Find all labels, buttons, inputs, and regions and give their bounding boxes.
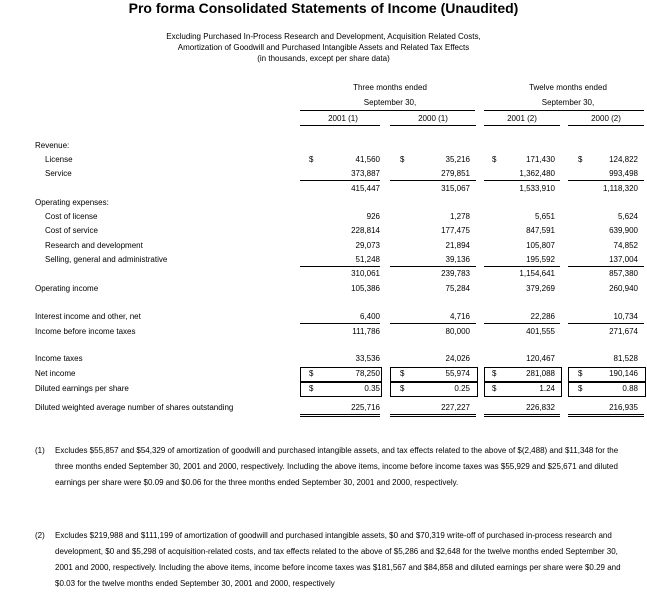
cell-interest-3: 22,286 — [530, 312, 555, 321]
cell-license-2: 35,216 — [445, 155, 470, 164]
row-label-cost-service: Cost of service — [45, 226, 98, 235]
row-label-interest: Interest income and other, net — [35, 312, 141, 321]
cell-op-income-2: 75,284 — [445, 284, 470, 293]
cell-sga-1: 51,248 — [355, 255, 380, 264]
col-header-4: 2000 (2) — [591, 114, 621, 123]
twelve-months-header: Twelve months ended — [529, 83, 607, 92]
cell-eps-1: 0.35 — [364, 384, 380, 393]
row-label-license: License — [45, 155, 73, 164]
cell-cost-service-4: 639,900 — [609, 226, 638, 235]
cell-cost-service-2: 177,475 — [441, 226, 470, 235]
cell-rnd-2: 21,894 — [445, 241, 470, 250]
dollar-sign: $ — [578, 384, 583, 393]
cell-cost-license-2: 1,278 — [449, 212, 470, 221]
cell-underline — [390, 180, 476, 181]
cell-interest-4: 10,734 — [613, 312, 638, 321]
cell-underline — [300, 180, 380, 181]
cell-sga-2: 39,136 — [445, 255, 470, 264]
cell-service-4: 993,498 — [609, 169, 638, 178]
cell-shares-2: 227,227 — [441, 403, 470, 412]
cell-eps-3: 1.24 — [539, 384, 555, 393]
subtitle-line-2: Amortization of Goodwill and Purchased Intangible Assets and Related Tax Effects — [177, 43, 470, 52]
cell-license-1: 41,560 — [355, 155, 380, 164]
cell-total-opex-1: 310,061 — [351, 269, 380, 278]
cell-pretax-1: 111,786 — [352, 327, 380, 336]
dollar-sign: $ — [578, 155, 583, 164]
cell-total-revenue-3: 1,533,910 — [519, 184, 555, 193]
cell-op-income-1: 105,386 — [351, 284, 380, 293]
row-label-taxes: Income taxes — [35, 354, 83, 363]
cell-rnd-3: 105,807 — [526, 241, 555, 250]
cell-pretax-3: 401,555 — [526, 327, 555, 336]
col-rule-4 — [568, 125, 644, 126]
cell-taxes-4: 81,528 — [613, 354, 638, 363]
row-label-sga: Selling, general and administrative — [45, 255, 168, 264]
cell-border — [300, 367, 382, 382]
footnote-1-marker: (1) — [35, 446, 45, 455]
cell-total-opex-4: 857,380 — [609, 269, 638, 278]
cell-rnd-1: 29,073 — [355, 241, 380, 250]
row-label-shares: Diluted weighted average number of shares outstanding — [35, 403, 234, 412]
cell-underline — [300, 266, 380, 267]
cell-underline — [484, 414, 560, 417]
cell-underline — [484, 180, 560, 181]
cell-underline — [390, 414, 476, 417]
three-months-rule — [300, 110, 475, 111]
cell-total-revenue-2: 315,067 — [441, 184, 470, 193]
cell-shares-1: 225,716 — [351, 403, 380, 412]
cell-rnd-4: 74,852 — [613, 241, 638, 250]
dollar-sign: $ — [309, 369, 314, 378]
cell-net-income-1: 78,250 — [355, 369, 380, 378]
cell-net-income-3: 281,088 — [526, 369, 555, 378]
cell-cost-license-4: 5,624 — [617, 212, 638, 221]
cell-service-3: 1,362,480 — [519, 169, 555, 178]
dollar-sign: $ — [578, 369, 583, 378]
dollar-sign: $ — [492, 369, 497, 378]
col-rule-2 — [390, 125, 476, 126]
cell-underline — [300, 414, 380, 417]
cell-underline — [300, 323, 380, 324]
row-label-cost-license: Cost of license — [45, 212, 98, 221]
dollar-sign: $ — [400, 155, 405, 164]
cell-eps-2: 0.25 — [454, 384, 470, 393]
cell-op-income-4: 260,940 — [609, 284, 638, 293]
dollar-sign: $ — [309, 384, 314, 393]
cell-underline — [568, 323, 644, 324]
col-header-2: 2000 (1) — [418, 114, 448, 123]
twelve-months-rule — [484, 110, 644, 111]
cell-pretax-4: 271,674 — [609, 327, 638, 336]
footnote-1-text: Excludes $55,857 and $54,329 of amortization of goodwill and purchased intangible assets, and tax effects related to the above of $(2,488) and $11,348 for the three months ended September 30, 2001 and 2000, respectively. Including the above items, income before income taxes was $55,929 and $25,671 and diluted earnings per share were $0.09 and $0.06 for the three months ended September 30, 2001 and 2000, respectively. — [55, 446, 619, 487]
cell-interest-1: 6,400 — [359, 312, 380, 321]
cell-op-income-3: 379,269 — [526, 284, 555, 293]
cell-border — [484, 382, 562, 397]
cell-eps-4: 0.88 — [622, 384, 638, 393]
footnote-2-marker: (2) — [35, 531, 45, 540]
cell-net-income-2: 55,974 — [445, 369, 470, 378]
cell-border — [568, 367, 646, 382]
cell-total-opex-3: 1,154,641 — [519, 269, 555, 278]
row-label-pretax: Income before income taxes — [35, 327, 136, 336]
three-months-date: September 30, — [363, 98, 417, 107]
cell-service-1: 373,887 — [351, 169, 380, 178]
cell-underline — [390, 323, 476, 324]
cell-underline — [484, 323, 560, 324]
cell-shares-4: 216,935 — [609, 403, 638, 412]
dollar-sign: $ — [400, 369, 405, 378]
cell-service-2: 279,851 — [441, 169, 470, 178]
cell-underline — [568, 414, 644, 417]
cell-underline — [568, 266, 644, 267]
cell-sga-4: 137,004 — [609, 255, 638, 264]
footnote-2-text: Excludes $219,988 and $111,199 of amortization of goodwill and purchased intangible assets, $0 and $70,319 write-off of purchased in-process research and development, $0 and $5,298 of acquisition-related costs, and tax effects related to the above of $5,286 and $2,648 for the twelve months ended September 30, 2001 and 2000, respectively. Including the above items, income before income taxes was $181,567 and $84,858 and diluted earnings per share were $0.29 and $0.03 for the twelve months ended September 30, 2001 and 2000, respectively — [55, 531, 621, 588]
cell-cost-service-1: 228,814 — [351, 226, 380, 235]
cell-interest-2: 4,716 — [449, 312, 470, 321]
row-label-net-income: Net income — [35, 369, 76, 378]
row-label-service: Service — [45, 169, 72, 178]
cell-underline — [484, 266, 560, 267]
dollar-sign: $ — [492, 155, 497, 164]
row-label-op-income: Operating income — [35, 284, 99, 293]
col-rule-1 — [300, 125, 380, 126]
cell-total-revenue-1: 415,447 — [351, 184, 380, 193]
subtitle-line-1: Excluding Purchased In-Process Research and Development, Acquisition Related Costs, — [166, 32, 481, 41]
cell-border — [390, 367, 478, 382]
cell-underline — [390, 266, 476, 267]
row-label-eps: Diluted earnings per share — [35, 384, 129, 393]
cell-border — [484, 367, 562, 382]
cell-underline — [568, 180, 644, 181]
twelve-months-date: September 30, — [541, 98, 595, 107]
cell-sga-3: 195,592 — [526, 255, 555, 264]
cell-cost-license-3: 5,651 — [534, 212, 555, 221]
subtitle-line-3: (in thousands, except per share data) — [257, 54, 390, 63]
row-label-rnd: Research and development — [45, 241, 143, 250]
cell-taxes-3: 120,467 — [526, 354, 555, 363]
col-header-1: 2001 (1) — [328, 114, 358, 123]
row-label-revenue: Revenue: — [35, 141, 70, 150]
page-title: Pro forma Consolidated Statements of Income (Unaudited) — [128, 0, 519, 16]
cell-total-opex-2: 239,783 — [441, 269, 470, 278]
three-months-header: Three months ended — [353, 83, 427, 92]
dollar-sign: $ — [309, 155, 314, 164]
cell-cost-service-3: 847,591 — [526, 226, 555, 235]
cell-total-revenue-4: 1,118,320 — [603, 184, 638, 193]
cell-shares-3: 226,832 — [526, 403, 555, 412]
cell-border — [300, 382, 382, 397]
cell-border — [568, 382, 646, 397]
cell-net-income-4: 190,146 — [609, 369, 638, 378]
dollar-sign: $ — [492, 384, 497, 393]
cell-cost-license-1: 926 — [366, 212, 380, 221]
col-rule-3 — [484, 125, 560, 126]
cell-border — [390, 382, 478, 397]
cell-taxes-1: 33,536 — [355, 354, 380, 363]
cell-license-4: 124,822 — [609, 155, 638, 164]
dollar-sign: $ — [400, 384, 405, 393]
col-header-3: 2001 (2) — [507, 114, 537, 123]
cell-license-3: 171,430 — [526, 155, 555, 164]
cell-taxes-2: 24,026 — [445, 354, 470, 363]
row-label-opex: Operating expenses: — [35, 198, 109, 207]
cell-pretax-2: 80,000 — [445, 327, 470, 336]
